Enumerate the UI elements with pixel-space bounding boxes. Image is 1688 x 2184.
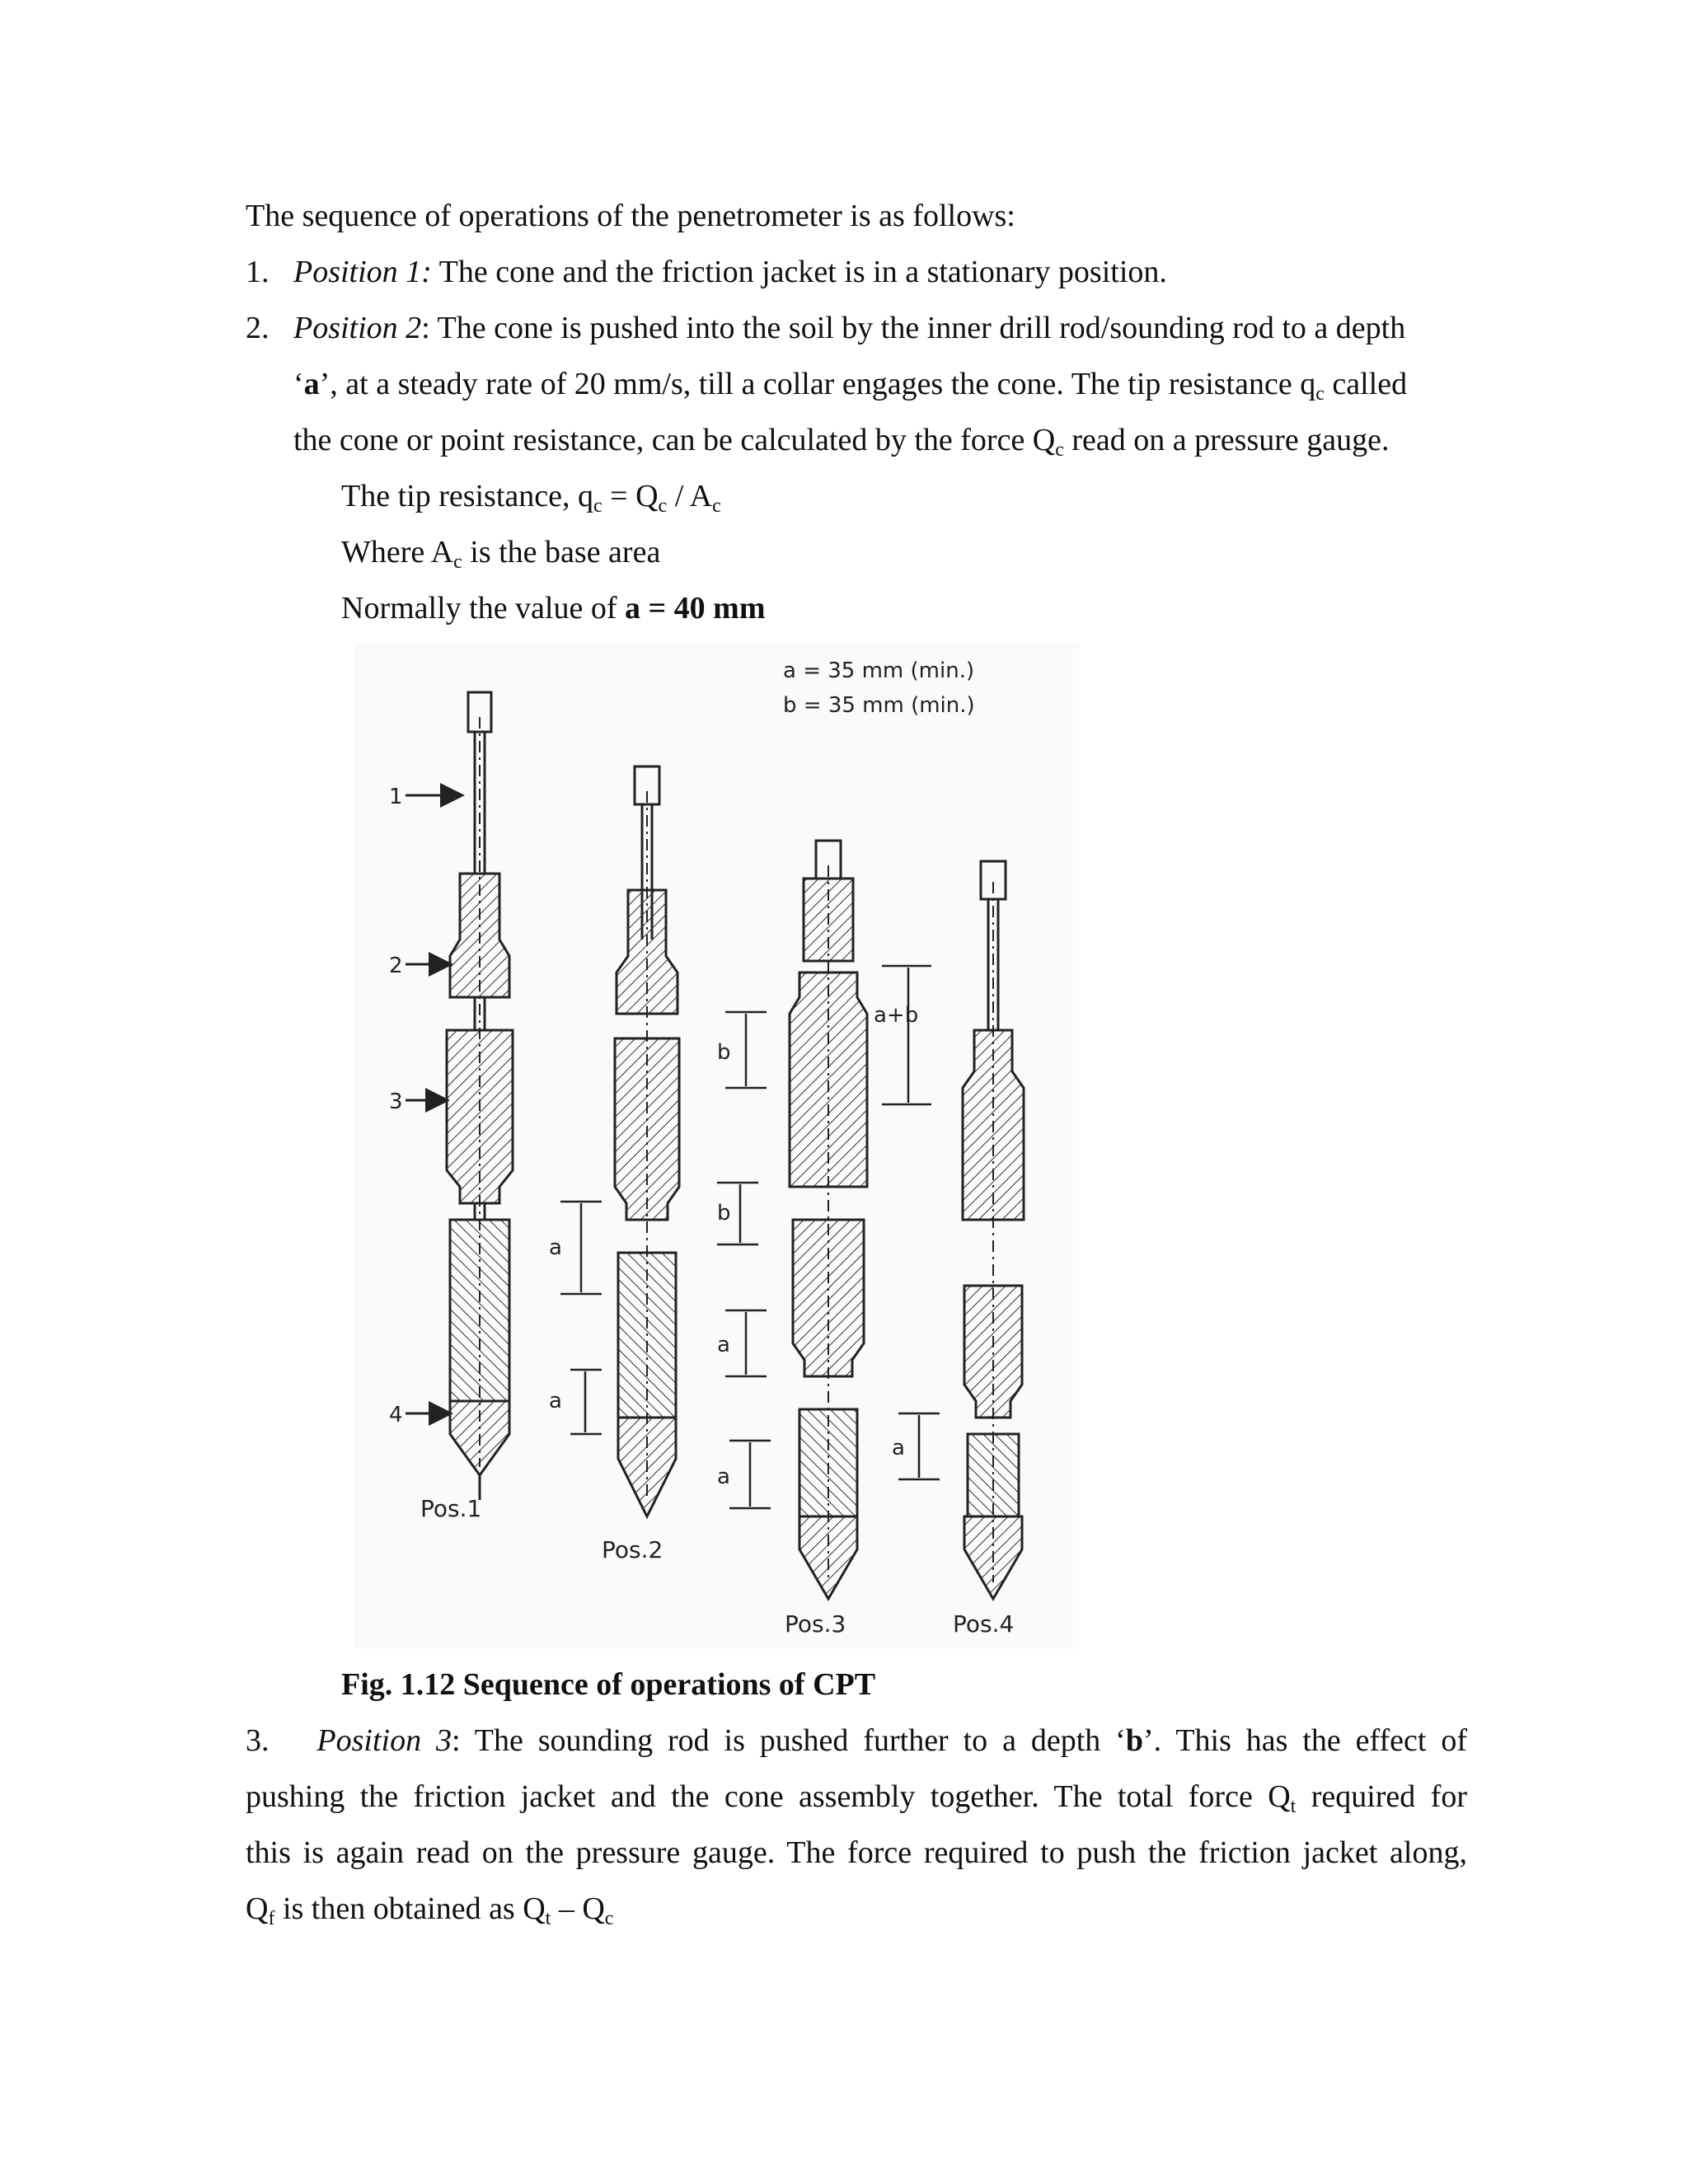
item-3-line-4: $Q_f$ is then obtained as $Q_t - Q_c$ xyxy=(246,1891,614,1929)
item-3-line-3: this is again read on the pressure gauge. The force required to push the friction jacket along, xyxy=(246,1835,1467,1870)
figure-caption: Fig. 1.12 Sequence of operations of CPT xyxy=(341,1667,876,1702)
item-3-label: Position 3 xyxy=(316,1723,452,1758)
dim-b-pos-3-upper: b xyxy=(717,1040,731,1065)
label-pos-4: Pos.4 xyxy=(953,1610,1015,1638)
note-a: a = 35 mm (min.) xyxy=(783,658,975,683)
callout-3: 3 xyxy=(389,1090,403,1114)
cpt-figure xyxy=(354,643,1080,1648)
callout-2: 2 xyxy=(389,954,403,978)
dim-a-pos-3-lower: a xyxy=(717,1465,730,1489)
label-pos-2: Pos.2 xyxy=(602,1536,663,1563)
item-2-number: 2. xyxy=(246,311,270,345)
item-2-line-1: 2. Position 2: The cone is pushed into the soil by the inner drill rod/sounding rod to a depth xyxy=(246,308,1467,348)
dim-a-pos-4: a xyxy=(892,1436,905,1460)
where-line: Where $A_c$ is the base area xyxy=(341,535,661,573)
label-pos-3: Pos.3 xyxy=(785,1610,846,1638)
tip-resistance-formula: The tip resistance, $q_c = Q_c / A_c$ xyxy=(341,479,721,517)
item-2-label: Position 2 xyxy=(293,311,422,345)
callout-4: 4 xyxy=(389,1403,403,1427)
dim-b-pos-3-lower: b xyxy=(717,1201,731,1226)
dim-a-pos-2-lower: a xyxy=(549,1389,562,1413)
item-2-line-2: ‘a’, at a steady rate of 20 mm/s, till a collar engages the cone. The tip resistance $q_c$ called xyxy=(293,367,1408,405)
dim-a-pos-2-upper: a xyxy=(549,1235,562,1260)
callout-1: 1 xyxy=(389,785,403,809)
dim-a-pos-3-upper: a xyxy=(717,1333,730,1357)
item-1-label: Position 1: xyxy=(293,255,432,289)
item-3-number: 3. xyxy=(246,1723,270,1758)
item-1-number: 1. xyxy=(246,255,270,289)
intro-line: The sequence of operations of the penetrometer is as follows: xyxy=(246,199,1015,233)
note-b: b = 35 mm (min.) xyxy=(783,693,975,718)
cpt-diagram xyxy=(354,643,1080,1648)
item-3-line-2: pushing the friction jacket and the cone assembly together. The total force $Q_t$ required for xyxy=(246,1779,1467,1817)
item-3-line-1: 3. Position 3: The sounding rod is pushed further to a depth ‘b’. This has the effect of xyxy=(246,1721,1467,1760)
dim-a-plus-b-pos-4: a+b xyxy=(874,1003,919,1028)
item-2-line-3: the cone or point resistance, can be calculated by the force $Q_c$ read on a pressure gauge. xyxy=(293,423,1390,461)
item-1 xyxy=(246,252,1167,292)
item-1-text: The cone and the friction jacket is in a stationary position. xyxy=(431,255,1167,289)
label-pos-1: Pos.1 xyxy=(420,1495,482,1522)
normal-value-line: Normally the value of a = 40 mm xyxy=(341,591,766,626)
